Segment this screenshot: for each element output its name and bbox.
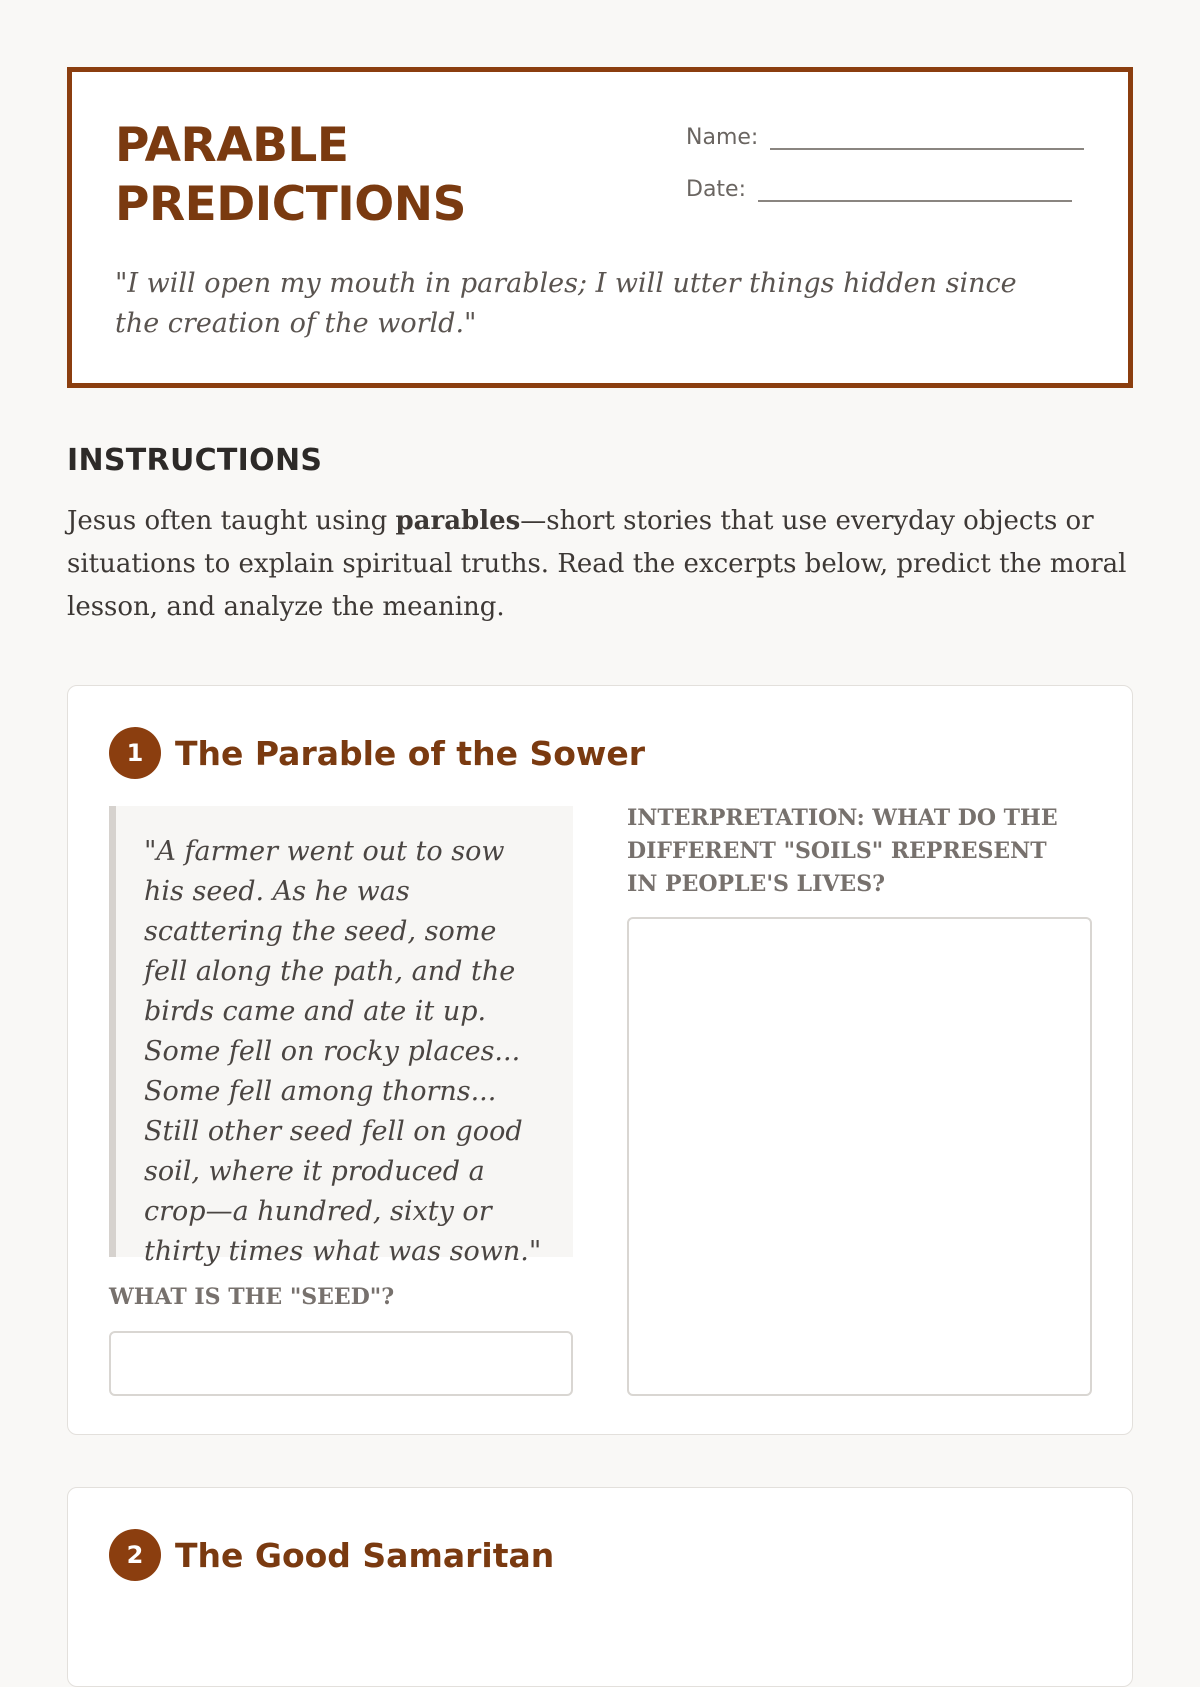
parable-excerpt: "A farmer went out to sow his seed. As he was scattering the seed, some fell along the path, and the birds came and ate it up. Some fell on rocky places... Some fell among thorns... Still other seed fell on good soil, where it produced a crop—a hundred, sixty or thirty times what was sown." xyxy=(109,806,573,1257)
instructions-text-end: —short stories that use everyday objects or situations to explain spiritual truths. Read the excerpts below, predict the moral lesson, and analyze the meaning. xyxy=(67,506,1127,622)
parable-card-1-header xyxy=(109,727,645,779)
date-row xyxy=(686,176,1072,202)
section-number-badge: 1 xyxy=(109,727,161,779)
header-quote: "I will open my mouth in parables; I will utter things hidden since the creation of the world." xyxy=(115,268,1017,339)
section-title: The Good Samaritan xyxy=(175,1535,555,1575)
soils-answer-textarea[interactable] xyxy=(627,917,1092,1396)
name-row xyxy=(686,124,1084,150)
section-number-badge: 2 xyxy=(109,1529,161,1581)
name-field[interactable] xyxy=(770,124,1084,150)
seed-answer-input[interactable] xyxy=(109,1331,573,1396)
instructions-heading: INSTRUCTIONS xyxy=(67,443,323,478)
name-label: Name: xyxy=(686,125,759,150)
worksheet-page xyxy=(67,67,1133,1575)
section-title: The Parable of the Sower xyxy=(175,733,646,773)
date-label: Date: xyxy=(686,177,746,202)
parable-card-2 xyxy=(67,1487,1133,1687)
parable-card-1 xyxy=(67,685,1133,1435)
instructions-text xyxy=(67,500,1133,629)
parable-card-2-header xyxy=(109,1529,554,1581)
worksheet-title: PARABLE PREDICTIONS xyxy=(115,118,466,232)
date-field[interactable] xyxy=(758,176,1072,202)
instructions-bold-word: parables xyxy=(395,506,521,536)
seed-question-label: WHAT IS THE "SEED"? xyxy=(109,1284,395,1310)
soils-question-label: INTERPRETATION: WHAT DO THE DIFFERENT "SOILS" REPRESENT IN PEOPLE'S LIVES? xyxy=(627,805,1058,897)
instructions-text-start: Jesus often taught using xyxy=(67,506,396,536)
worksheet-header xyxy=(67,67,1133,388)
